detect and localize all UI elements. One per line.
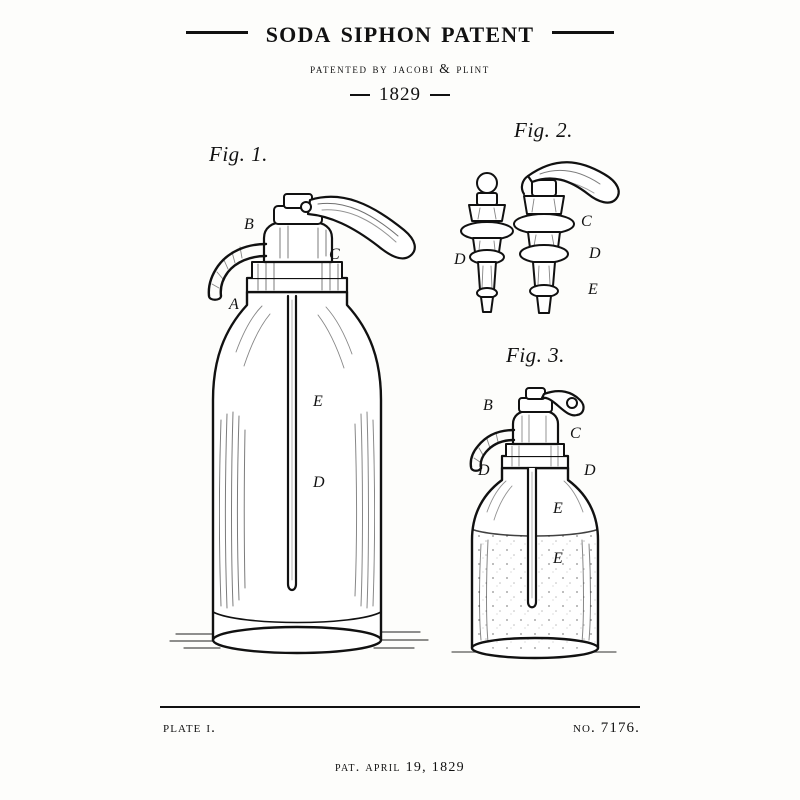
page-title: soda siphon patent — [265, 14, 535, 49]
fig1-artwork — [170, 194, 428, 653]
footer-rule — [160, 706, 640, 708]
fig2-label-C: C — [581, 213, 592, 230]
fig1-label-B: B — [244, 216, 254, 233]
fig3-label-D-right: D — [584, 462, 596, 479]
fig3-label-D-left: D — [478, 462, 490, 479]
fig3-label-E-lower: E — [553, 550, 563, 567]
fig2-label-E: E — [588, 281, 598, 298]
fig1-caption: Fig. 1. — [209, 142, 268, 166]
year-label: 1829 — [379, 84, 421, 105]
fig2-label-D-left: D — [454, 251, 466, 268]
plate-label: plate i. — [163, 720, 216, 736]
fig1-label-C: C — [329, 246, 340, 263]
patent-date: pat. april 19, 1829 — [335, 760, 465, 775]
fig3-label-C: C — [570, 425, 581, 442]
fig1-label-D: D — [313, 474, 325, 491]
subtitle: patented by jacobi & plint — [310, 61, 490, 76]
patent-number: no. 7176. — [572, 720, 640, 736]
fig1-label-E: E — [313, 393, 323, 410]
fig1-label-A: A — [229, 296, 239, 313]
fig3-artwork — [452, 388, 616, 658]
fig3-caption: Fig. 3. — [506, 343, 565, 367]
fig2-caption: Fig. 2. — [514, 118, 573, 142]
fig3-label-B: B — [483, 397, 493, 414]
fig3-label-E-upper: E — [553, 500, 563, 517]
fig2-label-D-right: D — [589, 245, 601, 262]
